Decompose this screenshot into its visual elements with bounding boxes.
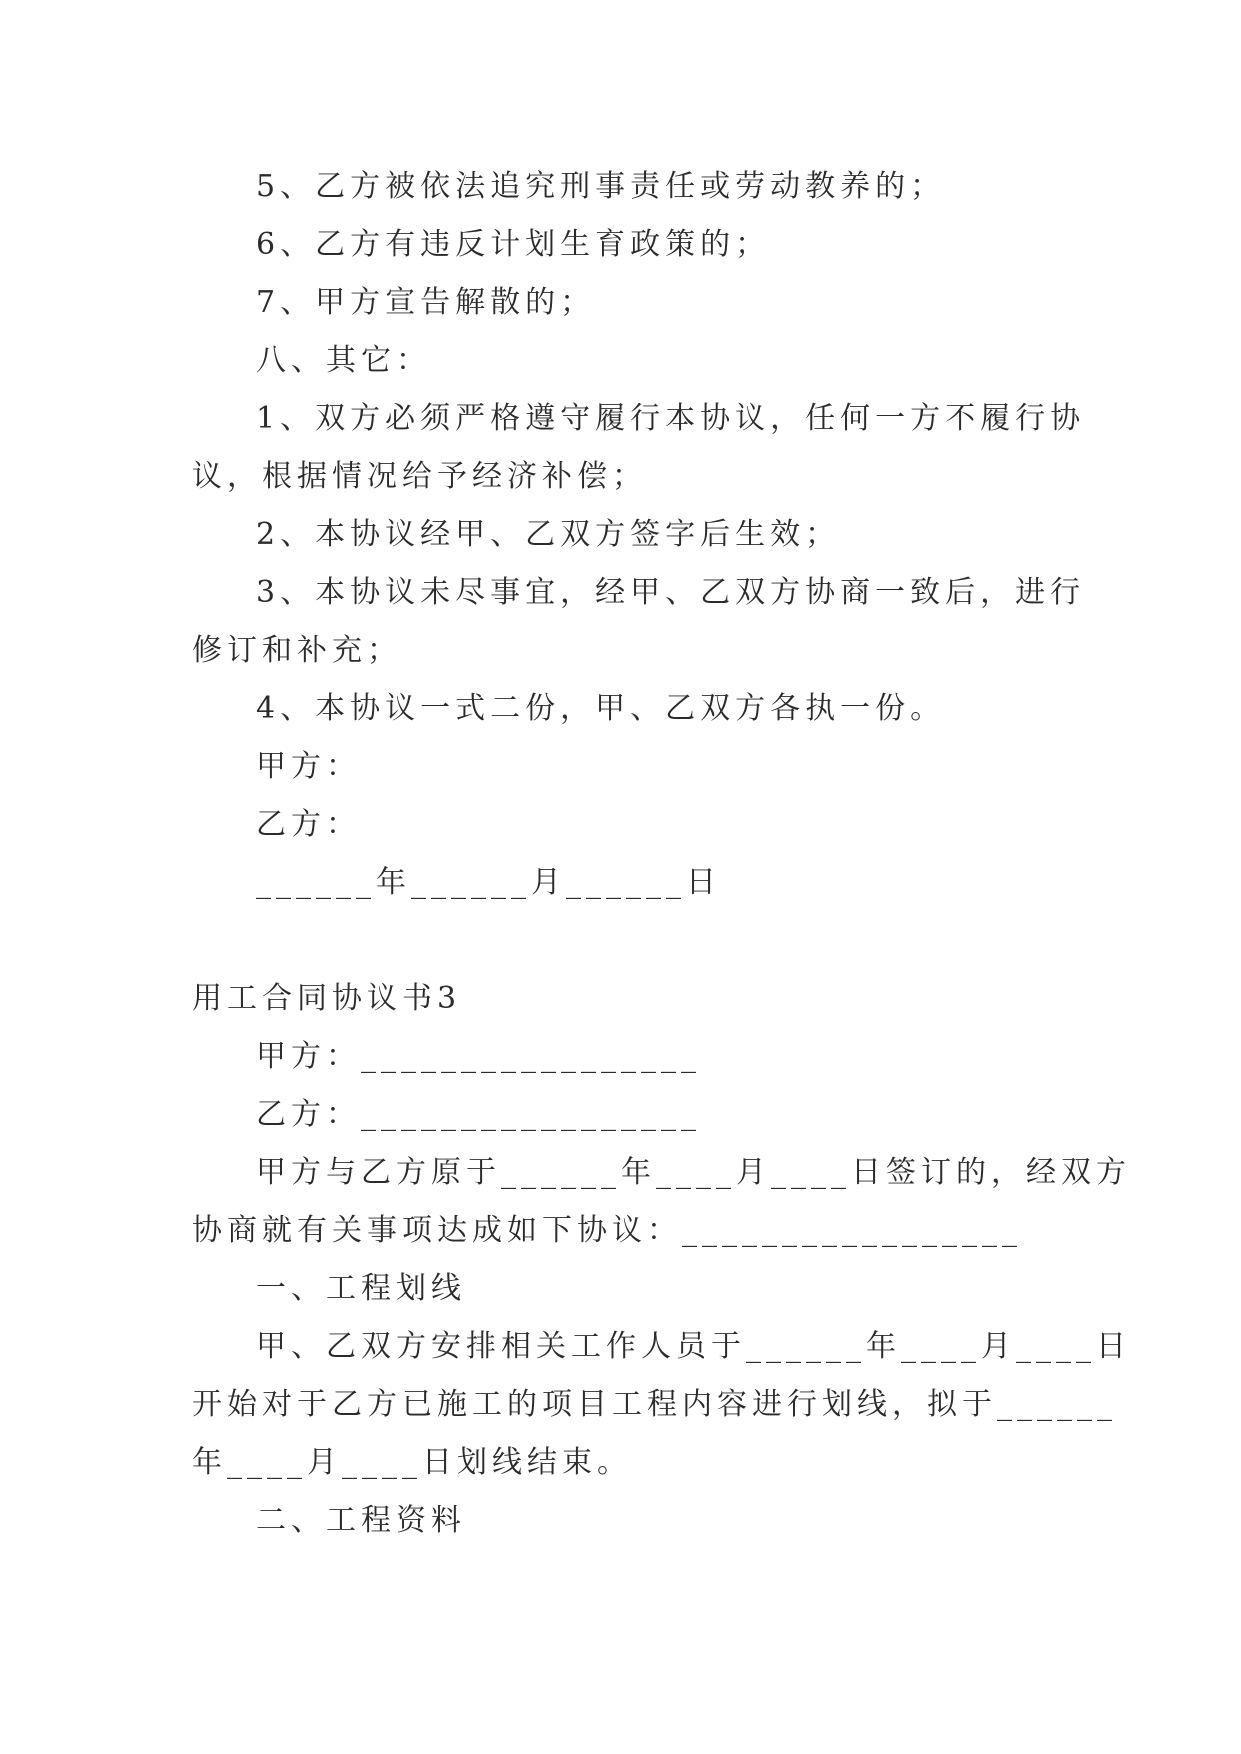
clause-7: 7、甲方宣告解散的； [256, 285, 596, 320]
marking-paragraph-line-1: 甲、乙双方安排相关工作人员于______年____月____日 [256, 1329, 1131, 1364]
section-heading-other: 八、其它： [256, 343, 431, 378]
party-a-signature-label: 甲方： [256, 749, 361, 784]
other-clause-1-line-1: 1、双方必须严格遵守履行本协议，任何一方不履行协 [256, 401, 1086, 436]
party-b-signature-label: 乙方： [256, 807, 361, 842]
document-title: 用工合同协议书3 [192, 981, 462, 1016]
other-clause-4: 4、本协议一式二份，甲、乙双方各执一份。 [256, 691, 946, 726]
other-clause-2: 2、本协议经甲、乙双方签字后生效； [256, 517, 841, 552]
document-body [192, 158, 1131, 1550]
section-heading-materials: 二、工程资料 [256, 1503, 466, 1538]
signature-date-line: ______年______月______日 [256, 865, 721, 900]
clause-5: 5、乙方被依法追究刑事责任或劳动教养的； [256, 169, 946, 204]
intro-line-1: 甲方与乙方原于______年____月____日签订的，经双方 [256, 1155, 1131, 1190]
marking-paragraph-line-3: 年____月____日划线结束。 [192, 1445, 632, 1480]
section-heading-marking: 一、工程划线 [256, 1271, 466, 1306]
intro-line-2: 协商就有关事项达成如下协议：_________________ [192, 1213, 1022, 1248]
other-clause-3-line-2: 修订和补充； [192, 633, 402, 668]
clause-6: 6、乙方有违反计划生育政策的； [256, 227, 771, 262]
other-clause-3-line-1: 3、本协议未尽事宜，经甲、乙双方协商一致后，进行 [256, 575, 1086, 610]
party-b-field: 乙方：_________________ [256, 1097, 701, 1132]
party-a-field: 甲方：_________________ [256, 1039, 701, 1074]
section-gap [192, 912, 1057, 970]
other-clause-1-line-2: 议，根据情况给予经济补偿； [192, 459, 647, 494]
marking-paragraph-line-2: 开始对于乙方已施工的项目工程内容进行划线，拟于______ [192, 1387, 1117, 1422]
